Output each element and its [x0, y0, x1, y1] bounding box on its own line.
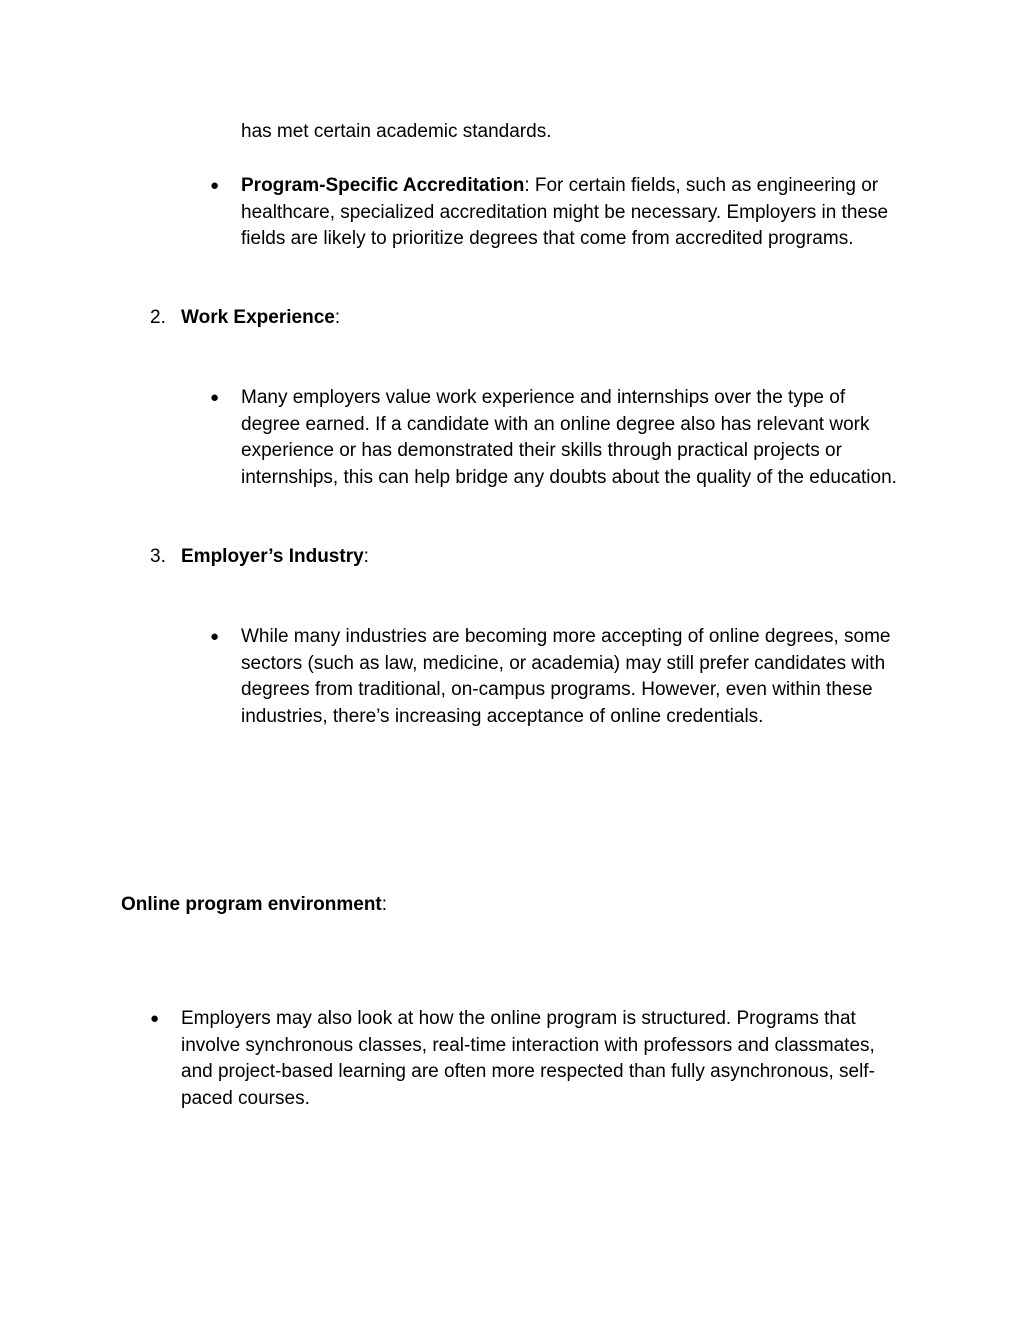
employers-industry-heading	[181, 544, 369, 571]
employers-industry-term: Employer’s Industry	[181, 546, 364, 567]
program-specific-colon: :	[524, 175, 530, 196]
bullet-icon: ●	[210, 389, 220, 406]
work-experience-heading	[181, 305, 340, 332]
online-program-paragraph: Employers may also look at how the online program is structured. Programs that involve synchronous classes, real-time interaction with professors and classmates, and project-based learning are often more respected than fully asynchronous, self-paced courses.	[181, 1008, 875, 1109]
program-specific-paragraph	[241, 173, 906, 253]
bullet-icon: ●	[210, 177, 220, 194]
program-specific-text: For certain fields, such as engineering or healthcare, specialized accreditation might be necessary. Employers in these fields are likely to prioritize degrees that come from accredited programs.	[241, 175, 889, 250]
list-number-3: 3.	[150, 546, 166, 567]
employers-industry-colon: :	[363, 546, 369, 567]
work-experience-colon: :	[334, 307, 341, 328]
employers-industry-paragraph: While many industries are becoming more accepting of online degrees, some sectors (such as law, medicine, or academia) may still prefer candidates with degrees from traditional, on-campus programs. However, even within these industries, there’s increasing acceptance of online credentials.	[241, 626, 891, 727]
work-experience-term: Work Experience	[181, 307, 335, 328]
program-specific-term: Program-Specific Accreditation	[241, 175, 525, 196]
online-program-heading	[121, 892, 387, 919]
online-program-term: Online program environment	[121, 894, 382, 915]
continuation-text: has met certain academic standards.	[241, 121, 552, 142]
online-program-colon: :	[381, 894, 388, 915]
work-experience-paragraph: Many employers value work experience and internships over the type of degree earned. If a candidate with an online degree also has relevant work experience or has demonstrated their skills through practical projects or internships, this can help bridge any doubts about the quality of the education.	[241, 387, 897, 488]
list-number-2: 2.	[150, 307, 166, 328]
bullet-icon: ●	[210, 628, 220, 645]
bullet-icon: ●	[150, 1010, 160, 1027]
